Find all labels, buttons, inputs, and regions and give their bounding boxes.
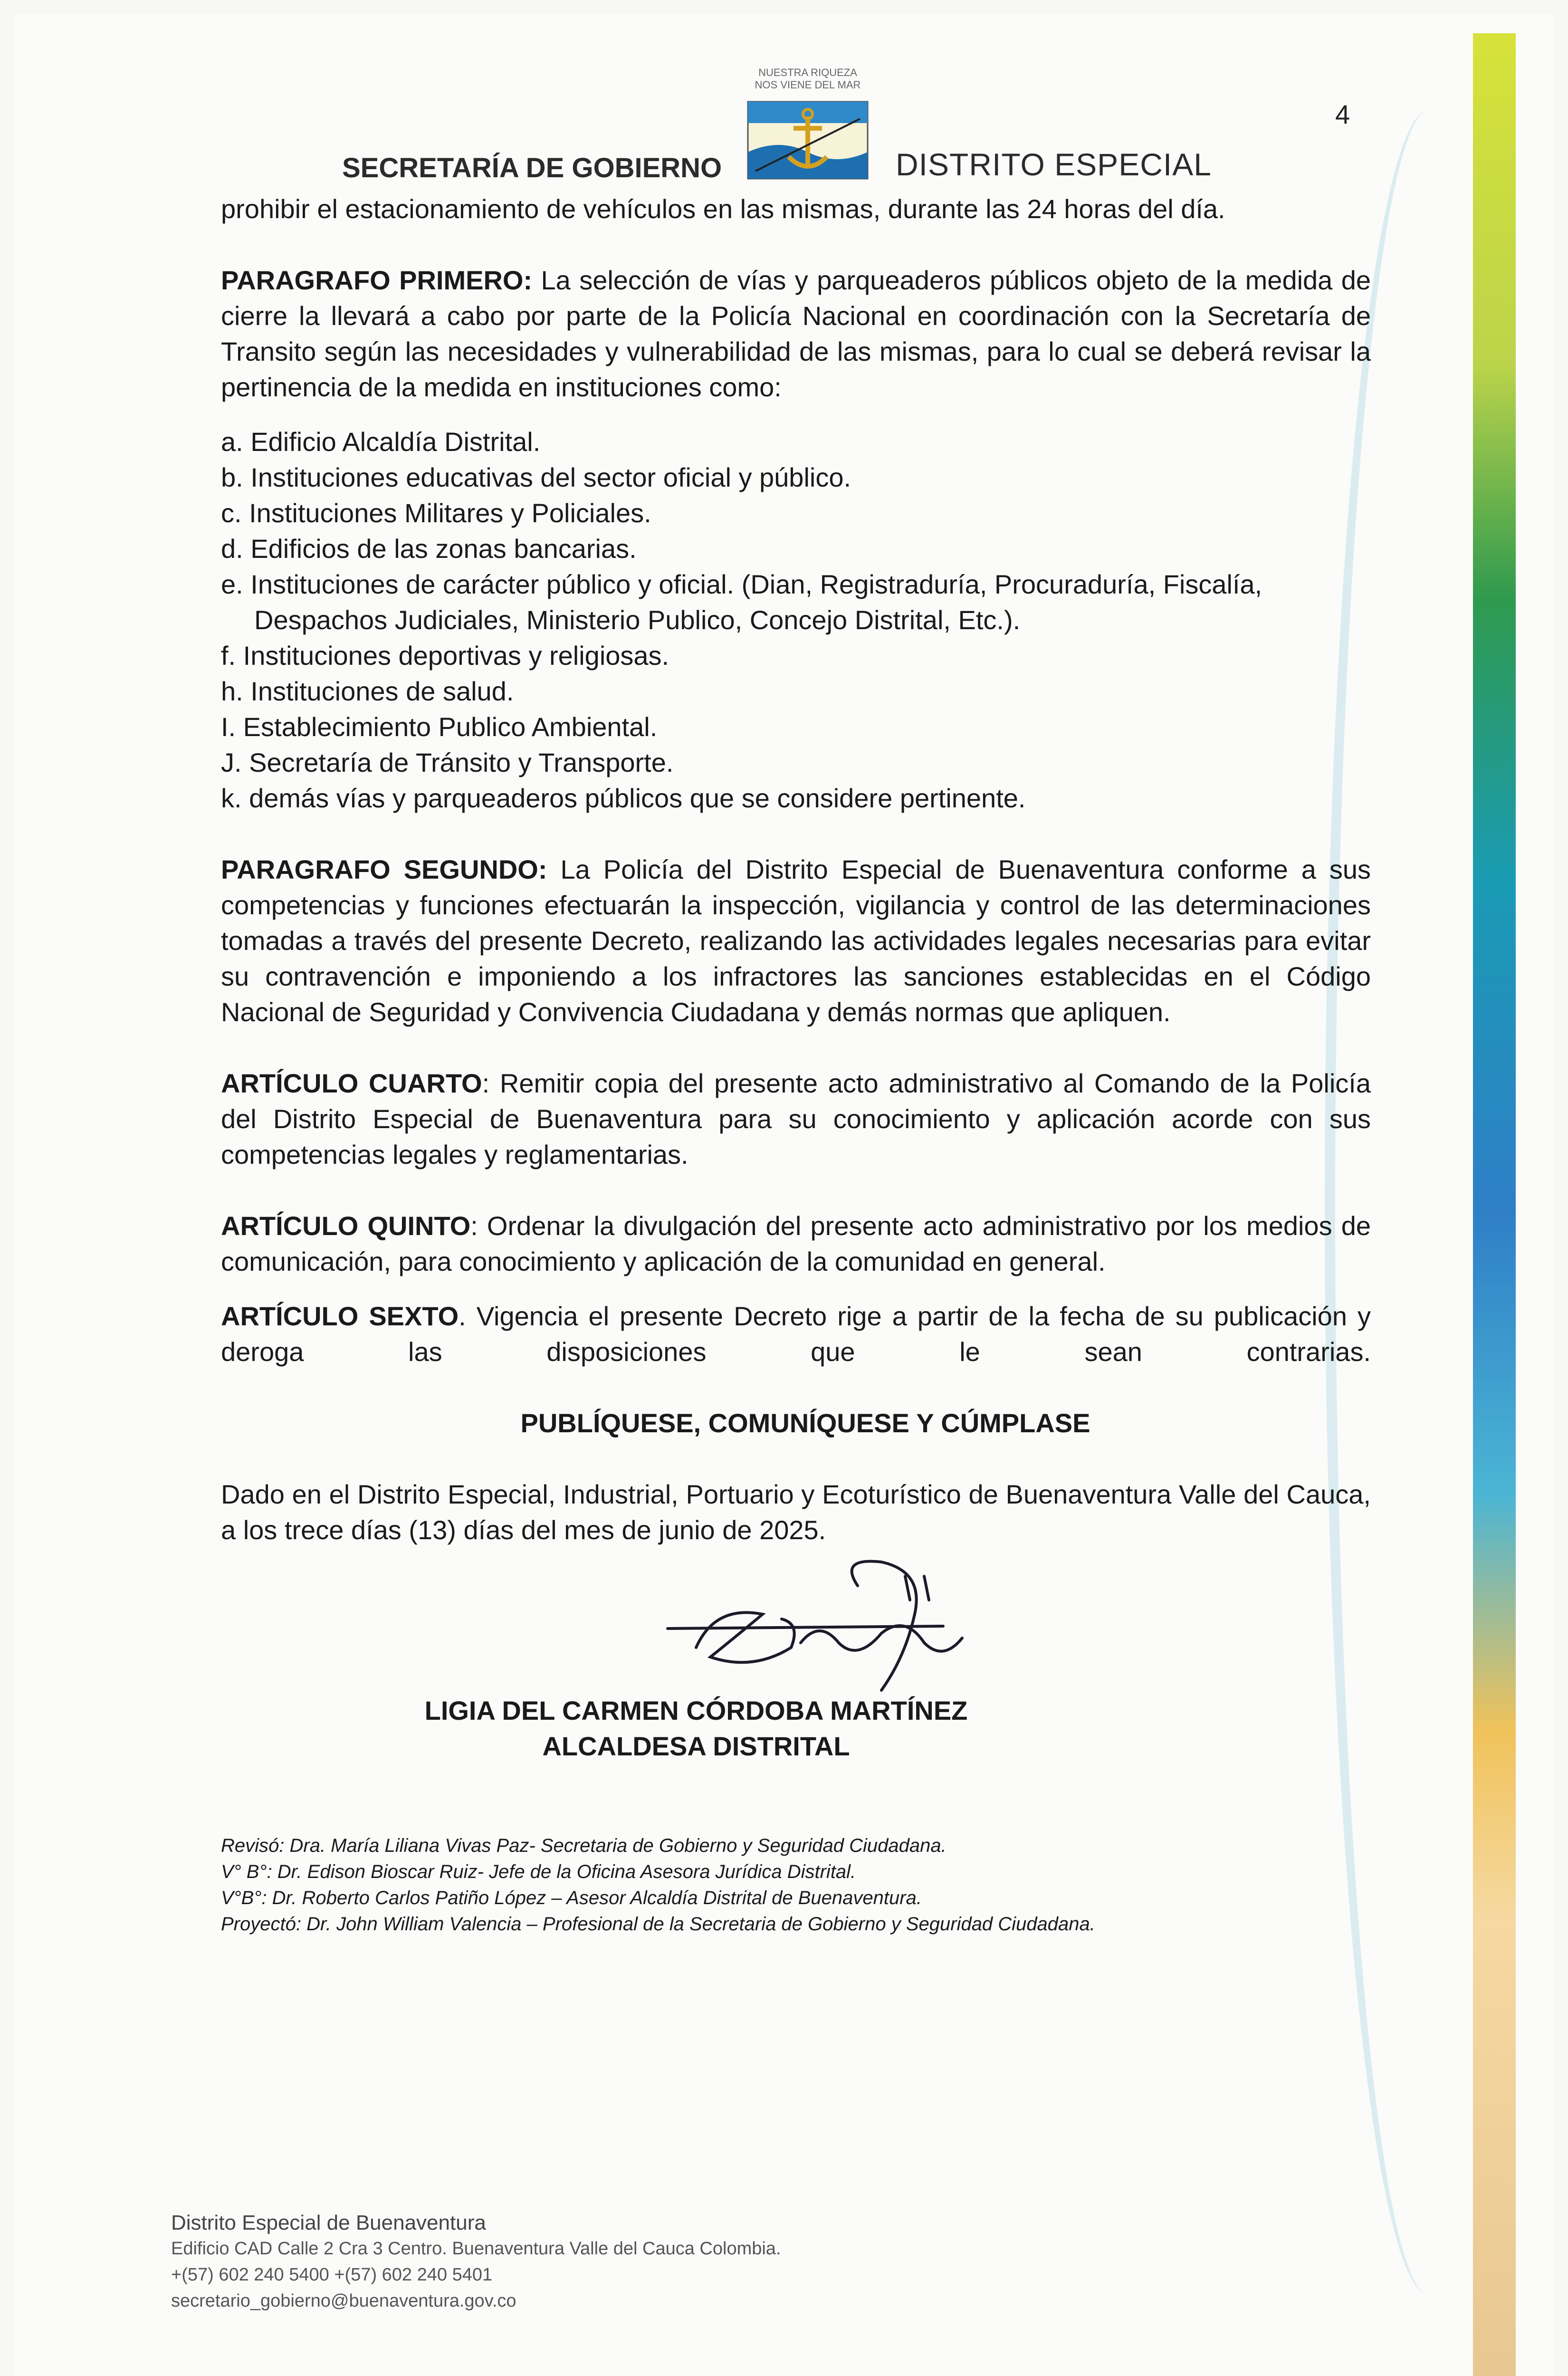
document-page	[14, 14, 1554, 2376]
footer	[171, 2210, 781, 2314]
signatory-name: LIGIA DEL CARMEN CÓRDOBA MARTÍNEZ	[424, 1696, 968, 1725]
articulo-quinto-text: : Ordenar la divulgación del presente acto administrativo por los medios de comunicación, para conocimiento y aplicación de la comunidad en general.	[221, 1211, 1371, 1276]
paragrafo-segundo	[221, 852, 1371, 1030]
list-item: e. Instituciones de carácter público y oficial. (Dian, Registraduría, Procuraduría, Fiscalía, Despachos Judiciales, Ministerio Publico, Concejo Distrital, Etc.).	[221, 569, 1262, 635]
paragrafo-primero-label: PARAGRAFO PRIMERO:	[221, 265, 533, 295]
footer-org: Distrito Especial de Buenaventura	[171, 2211, 486, 2234]
list-item: d. Edificios de las zonas bancarias.	[221, 534, 637, 564]
footer-email: secretario_gobierno@buenaventura.gov.co	[171, 2291, 516, 2311]
intro-paragraph: prohibir el estacionamiento de vehículos en las mismas, durante las 24 horas del día.	[221, 194, 1225, 224]
handwritten-signature	[658, 1548, 1019, 1709]
review-line: V°B°: Dr. Roberto Carlos Patiño López – Asesor Alcaldía Distrital de Buenaventura.	[221, 1887, 922, 1908]
footer-phones: +(57) 602 240 5400 +(57) 602 240 5401	[171, 2265, 493, 2285]
list-item: k. demás vías y parqueaderos públicos que se considere pertinente.	[221, 783, 1026, 813]
articulo-quinto-label: ARTÍCULO QUINTO	[221, 1211, 471, 1241]
articulo-cuarto	[221, 1065, 1371, 1172]
review-line: Proyectó: Dr. John William Valencia – Profesional de la Secretaria de Gobierno y Seguridad Ciudadana.	[221, 1914, 1095, 1935]
publiquese-heading: PUBLÍQUESE, COMUNÍQUESE Y CÚMPLASE	[520, 1408, 1090, 1438]
distrito-title: DISTRITO ESPECIAL	[896, 147, 1212, 182]
secretaria-title: SECRETARÍA DE GOBIERNO	[342, 153, 722, 183]
list-item: c. Instituciones Militares y Policiales.	[221, 498, 651, 528]
footer-address: Edificio CAD Calle 2 Cra 3 Centro. Buenaventura Valle del Cauca Colombia.	[171, 2239, 781, 2259]
document-body	[221, 191, 1371, 1937]
signature-block	[221, 1548, 1371, 1795]
list-item: f. Instituciones deportivas y religiosas.	[221, 641, 669, 671]
review-line: V° B°: Dr. Edison Bioscar Ruiz- Jefe de la Oficina Asesora Jurídica Distrital.	[221, 1861, 856, 1882]
page-number: 4	[1335, 99, 1350, 129]
paragrafo-segundo-text: La Policía del Distrito Especial de Buenaventura conforme a sus competencias y funciones efectuarán la inspección, vigilancia y control de las determinaciones tomadas a través del presente Decreto, realizando las actividades legales necesarias para evitar su contravención e imponiendo a los infractores las sanciones establecidas en el Código Nacional de Seguridad y Convivencia Ciudadana y demás normas que apliquen.	[221, 854, 1371, 1027]
signatory-role: ALCALDESA DISTRITAL	[542, 1731, 850, 1761]
dado-paragraph: Dado en el Distrito Especial, Industrial, Portuario y Ecoturístico de Buenaventura Valle del Cauca, a los trece días (13) días del mes de junio de 2025.	[221, 1479, 1371, 1545]
articulo-sexto-label: ARTÍCULO SEXTO	[221, 1301, 459, 1331]
articulo-cuarto-text: : Remitir copia del presente acto administrativo al Comando de la Policía del Distrito Especial de Buenaventura para su conocimiento y aplicación acorde con sus competencias legales y reglamentarias.	[221, 1068, 1371, 1169]
motto: NUESTRA RIQUEZA NOS VIENE DEL MAR	[755, 67, 861, 91]
articulo-cuarto-label: ARTÍCULO CUARTO	[221, 1068, 482, 1098]
letterhead	[14, 14, 1554, 204]
review-block	[221, 1833, 1371, 1937]
paragrafo-primero	[221, 262, 1371, 405]
list-item: I. Establecimiento Publico Ambiental.	[221, 712, 658, 742]
articulo-sexto	[221, 1298, 1371, 1370]
list-item: b. Instituciones educativas del sector oficial y público.	[221, 462, 851, 492]
list-item: J. Secretaría de Tránsito y Transporte.	[221, 747, 674, 777]
articulo-sexto-text: . Vigencia el presente Decreto rige a partir de la fecha de su publicación y deroga las disposiciones que le sean contrarias.	[221, 1301, 1371, 1367]
institutions-list	[221, 424, 1371, 816]
paragrafo-segundo-label: PARAGRAFO SEGUNDO:	[221, 854, 547, 884]
articulo-quinto	[221, 1208, 1371, 1279]
list-item: h. Instituciones de salud.	[221, 676, 514, 706]
paragrafo-primero-text: La selección de vías y parqueaderos públicos objeto de la medida de cierre la llevará a cabo por parte de la Policía Nacional en coordinación con la Secretaría de Transito según las necesidades y vulnerabilidad de las mismas, para lo cual se deberá revisar la pertinencia de la medida en instituciones como:	[221, 265, 1371, 402]
list-item: a. Edificio Alcaldía Distrital.	[221, 427, 541, 457]
decorative-color-stripe	[1473, 33, 1516, 2376]
review-line: Revisó: Dra. María Liliana Vivas Paz- Secretaria de Gobierno y Seguridad Ciudadana.	[221, 1835, 947, 1856]
anchor-shield-logo-icon	[746, 100, 870, 181]
